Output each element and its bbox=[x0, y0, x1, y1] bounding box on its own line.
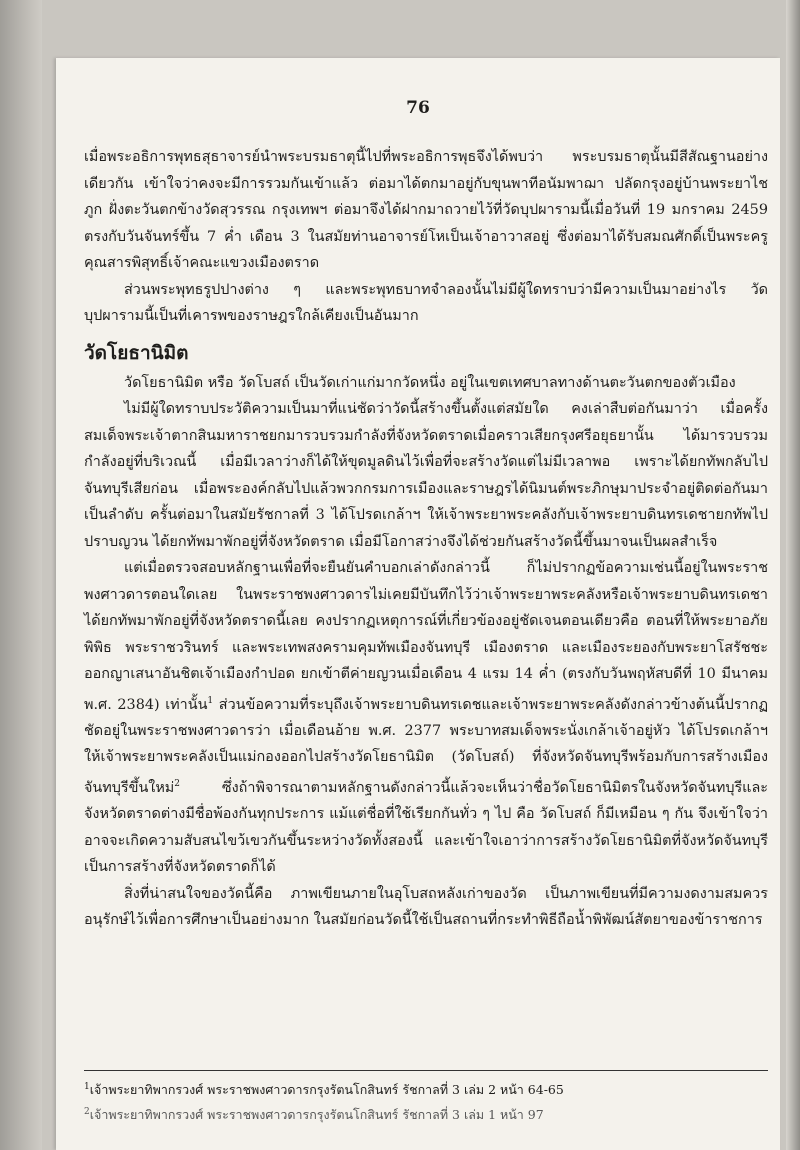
paragraph-temple-history: ไม่มีผู้ใดทราบประวัติความเป็นมาที่แน่ชัดว่าวัดนี้สร้างขึ้นตั้งแต่สมัยใด คงเล่าสืบต่อกันมาว่า เมื่อครั้งสมเด็จพระเจ้าตากสินมหาราชยกมารวบรวมกำลังที่จังหวัดตราดเมื่อคราวเสียกรุงศรีอยุธยานั้น ได้มารวบรวมกำลังอยู่ที่บริเวณนี้ เมื่อมีเวลาว่างก็ได้ให้ขุดมูลดินไว้เพื่อที่จะสร้างวัดแต่ไม่มีเวลาพอ เพราะได้ยกทัพกลับไปจันทบุรีเสียก่อน เมื่อพระองค์กลับไปแล้วพวกกรมการเมืองและราษฎรได้นิมนต์พระภิกษุมาประจำอยู่ติดต่อกันมาเป็นลำดับ ครั้นต่อมาในสมัยรัชกาลที่ 3 ได้โปรดเกล้าฯ ให้เจ้าพระยาพระคลังกับเจ้าพระยาบดินทรเดชายกทัพไปปราบญวน ได้ยกทัพมาพักอยู่ที่จังหวัดตราด เมื่อมีโอกาสว่างจึงได้ช่วยกันสร้างวัดนี้ขึ้นมาจนเป็นผลสำเร็จ bbox=[84, 401, 768, 550]
paragraph-relic-origin: เมื่อพระอธิการพุทธสุธาจารย์นำพระบรมธาตุนี้ไปที่พระอธิการพุธจึงได้พบว่า พระบรมธาตุนั้นมีสีสัณฐานอย่างเดียวกัน เข้าใจว่าคงจะมีการรวมกันเข้าแล้ว ต่อมาได้ตกมาอยู่กับขุนพาทีอนัมพาฌา ปลัดกรุงอยู่บ้านพระยาไชภูก ฝั่งตะวันตกข้างวัดสุวรรณ กรุงเทพฯ ต่อมาจึงได้ฝากมาถวายไว้ที่วัดบุปผารามนี้เมื่อวันที่ 19 มกราคม 2459 ตรงกับวันจันทร์ขึ้น 7 ค่ำ เดือน 3 ในสมัยท่านอาจารย์โหเป็นเจ้าอาวาสอยู่ ซึ่งต่อมาได้รับสมณศักดิ์เป็นพระครูคุณสารพิสุทธิ์เจ้าคณะแขวงเมืองตราด bbox=[84, 149, 768, 271]
footnote-2 bbox=[84, 1101, 768, 1123]
footnotes bbox=[84, 1076, 768, 1123]
footnote-2-marker: 2 bbox=[84, 1107, 90, 1118]
evidence-text-part2: ส่วนข้อความที่ระบุถึงเจ้าพระยาบดินทรเดชและเจ้าพระยาพระคลังดังกล่าวข้างต้นนี้ปรากฏชัดอยู่ในพระราชพงศาวดารว่า เมื่อเดือนอ้าย พ.ศ. 2377 พระบาทสมเด็จพระนั่งเกล้าเจ้าอยู่หัว ได้โปรดเกล้าฯ ให้เจ้าพระยาพระคลังเป็นแม่กองออกไปสร้างวัดโยธานิมิต (วัดโบสถ์) ที่จังหวัดจันทบุรีพร้อมกับการสร้างเมืองจันทบุรีขึ้นใหม่ bbox=[84, 696, 768, 796]
evidence-text-part1: แต่เมื่อตรวจสอบหลักฐานเพื่อที่จะยืนยันคำบอกเล่าดังกล่าวนี้ ก็ไม่ปรากฏข้อความเช่นนี้อยู่ในพระราชพงศาวดารตอนใดเลย ในพระราชพงศาวดารไม่เคยมีบันทึกไว้ว่าเจ้าพระยาพระคลังหรือเจ้าพระยาบดินทรเดชาได้ยกทัพมาพักอยู่ที่จังหวัดตราดนี้เลย คงปรากฏเหตุการณ์ที่เกี่ยวข้องอยู่ชัดเจนตอนเดียวคือ ตอนที่ให้พระยาอภัยพิพิธ พระราชวรินทร์ และพระเทพสงครามคุมทัพเมืองจันทบุรี เมืองตราด และเมืองระยองกับพระยาโสรัชชะ ออกญาเสนาอันชิตเจ้าเมืองกำปอด ยกเข้าตีค่ายญวนเมื่อเดือน 4 แรม 14 ค่ำ (ตรงกับวันพฤหัสบดีที่ 10 มีนาคม พ.ศ. 2384) เท่านั้น bbox=[84, 560, 768, 713]
footnote-1 bbox=[84, 1076, 768, 1101]
paragraph-murals: สิ่งที่น่าสนใจของวัดนี้คือ ภาพเขียนภายในอุโบสถหลังเก่าของวัด เป็นภาพเขียนที่มีความงดงามสมควรอนุรักษ์ไว้เพื่อการศึกษาเป็นอย่างมาก ในสมัยก่อนวัดนี้ใช้เป็นสถานที่กระทำพิธีถือน้ำพิพัฒน์สัตยาของข้าราชการ bbox=[84, 885, 768, 929]
scan-edge-right bbox=[786, 0, 800, 1150]
paragraph-buddha-images: ส่วนพระพุทธรูปปางต่าง ๆ และพระพุทธบาทจำลองนั้นไม่มีผู้ใดทราบว่ามีความเป็นมาอย่างไร วัดบุปผารามนี้เป็นที่เคารพของราษฎรใกล้เคียงเป็นอันมาก bbox=[84, 281, 768, 324]
page-content bbox=[84, 144, 768, 934]
footnote-1-marker: 1 bbox=[84, 1082, 90, 1092]
section-heading: วัดโยธานิมิต bbox=[84, 341, 189, 364]
document-page bbox=[56, 58, 780, 1150]
scan-edge-left bbox=[0, 0, 42, 1150]
evidence-text-part3: ซึ่งถ้าพิจารณาตามหลักฐานดังกล่าวนี้แล้วจะเห็นว่าชื่อวัดโยธานิมิตรในจังหวัดจันทบุรีและจังหวัดตราดต่างมีชื่อพ้องกันทุกประการ แม้แต่ชื่อที่ใช้เรียกกันทั่ว ๆ ไป คือ วัดโบสถ์ ก็มีเหมือน ๆ กัน จึงเข้าใจว่าอาจจะเกิดความสับสนไขว้เขวกันขึ้นระหว่างวัดทั้งสองนี้ และเข้าใจเอาว่าการสร้างวัดโยธานิมิตที่จังหวัดจันทบุรีเป็นการสร้างที่จังหวัดตราดก็ได้ bbox=[84, 779, 768, 876]
footnote-ref-2: 2 bbox=[174, 778, 181, 789]
footnote-1-text: เจ้าพระยาทิพากรวงศ์ พระราชพงศาวดารกรุงรัตนโกสินทร์ รัชกาลที่ 3 เล่ม 2 หน้า 64-65 bbox=[89, 1082, 564, 1098]
footnote-ref-1: 1 bbox=[207, 695, 214, 706]
footnote-divider bbox=[84, 1070, 768, 1071]
footnote-2-text: เจ้าพระยาทิพากรวงศ์ พระราชพงศาวดารกรุงรัตนโกสินทร์ รัชกาลที่ 3 เล่ม 1 หน้า 97 bbox=[89, 1107, 544, 1123]
paragraph-evidence bbox=[84, 555, 768, 881]
paragraph-temple-intro: วัดโยธานิมิต หรือ วัดโบสถ์ เป็นวัดเก่าแก่มากวัดหนึ่ง อยู่ในเขตเทศบาลทางด้านตะวันตกของตัวเมือง bbox=[124, 374, 736, 391]
page-number: 76 bbox=[406, 98, 430, 118]
